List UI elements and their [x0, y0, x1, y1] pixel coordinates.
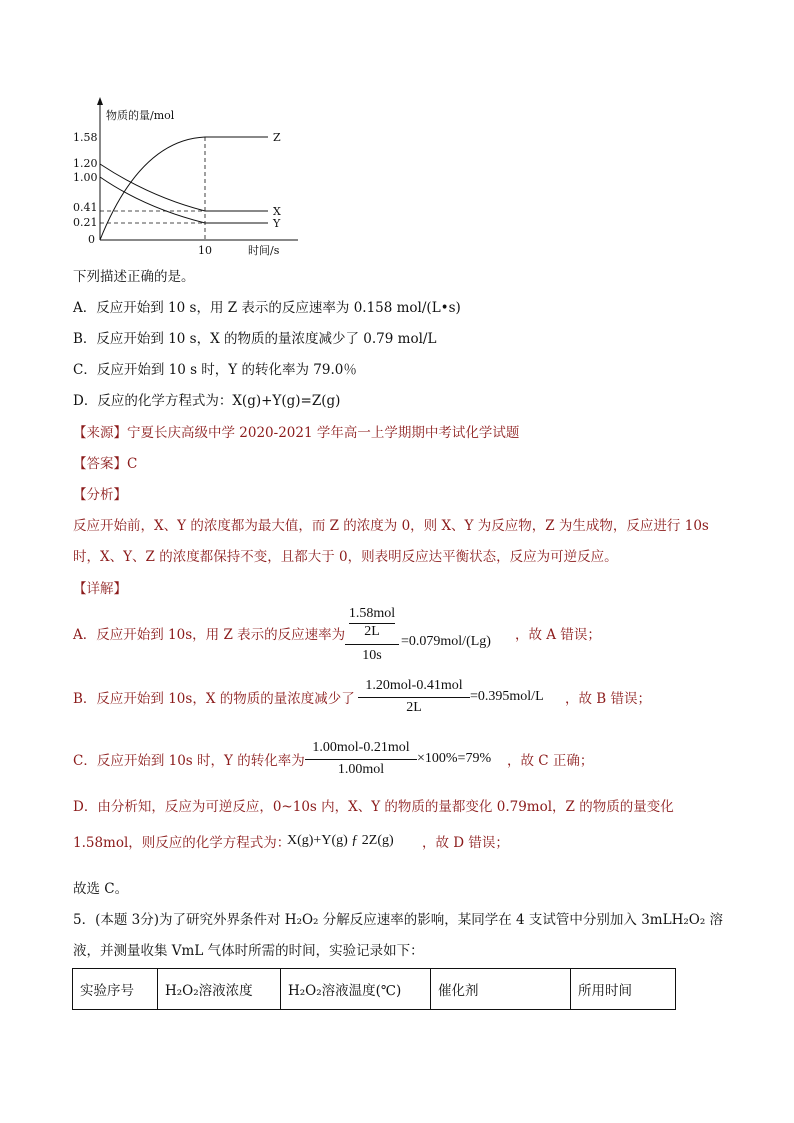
table-header-cell: 所用时间 [571, 969, 676, 1010]
ytick-0.21: 0.21 [73, 216, 98, 229]
detail-a-fraction [345, 606, 399, 641]
analysis-line-1: 反应开始前，X、Y 的浓度都为最大值，而 Z 的浓度为 0，则 X、Y 为反应物，Z 为生成物，反应进行 10s [73, 518, 709, 534]
detail-a-result: =0.079mol/(Lg) [401, 634, 491, 649]
y-axis-label: 物质的量/mol [106, 109, 175, 122]
series-label-y: Y [273, 217, 281, 230]
detail-c-suffix: ，故 C 正确； [507, 753, 594, 769]
x-axis-label: 时间/s [248, 244, 280, 257]
y-axis-arrow [97, 97, 103, 105]
detail-c-line [305, 759, 417, 760]
series-x-curve [100, 164, 268, 211]
question-stem: 下列描述正确的是。 [73, 269, 195, 285]
ytick-1.00: 1.00 [73, 171, 98, 184]
detail-a-bottom: 10s [362, 648, 382, 663]
detail-a-mid: 2L [364, 624, 380, 639]
detail-b-suffix: ，故 B 错误； [565, 691, 652, 707]
ytick-0: 0 [88, 233, 95, 246]
analysis-line-2: 时，X、Y、Z 的浓度都保持不变，且都大于 0，则表明反应达平衡状态，反应为可逆反应。 [73, 549, 618, 565]
detail-c-result: ×100%=79% [417, 751, 492, 766]
detail-d-line-2: 1.58mol，则反应的化学方程式为： [73, 835, 291, 851]
series-label-z: Z [273, 131, 281, 144]
xtick-10: 10 [198, 244, 212, 257]
detail-c-den: 1.00mol [337, 762, 385, 777]
detail-b-line [358, 697, 470, 698]
detail-b-num: 1.20mol-0.41mol [365, 678, 463, 693]
ytick-0.41: 0.41 [73, 201, 98, 214]
option-c: C．反应开始到 10 s 时，Y 的转化率为 79.0％ [73, 362, 357, 378]
detail-a-prefix: A．反应开始到 10s，用 Z 表示的反应速率为 [73, 627, 346, 643]
q5-line-2: 液，并测量收集 VmL 气体时所需的时间，实验记录如下： [73, 943, 424, 959]
option-d: D．反应的化学方程式为：X(g)+Y(g)=Z(g) [73, 393, 341, 409]
option-a: A．反应开始到 10 s，用 Z 表示的反应速率为 0.158 mol/(L•s) [73, 300, 461, 316]
detail-d-line-1: D．由分析知，反应为可逆反应，0~10s 内，X、Y 的物质的量都变化 0.79mol，Z 的物质的量变化 [73, 799, 674, 815]
ytick-1.58: 1.58 [73, 131, 98, 144]
detail-c-num: 1.00mol-0.21mol [312, 740, 410, 755]
q5-line-1: 5．(本题 3分)为了研究外界条件对 H₂O₂ 分解反应速率的影响，某同学在 4 支试管中分别加入 3mLH₂O₂ 溶 [73, 912, 724, 928]
table-header-cell: H₂O₂溶液浓度 [158, 969, 281, 1010]
series-label-x: X [273, 205, 281, 218]
table-header-row [73, 969, 676, 1010]
amount-time-chart [70, 95, 300, 260]
table-header-cell: 催化剂 [431, 969, 571, 1010]
table-header-cell: H₂O₂溶液温度(℃) [281, 969, 431, 1010]
detail-a-top: 1.58mol [348, 606, 396, 621]
analysis-heading: 【分析】 [73, 487, 127, 503]
detail-a-main-line [345, 644, 399, 645]
answer-line: 【答案】C [73, 456, 138, 472]
detail-b-prefix: B．反应开始到 10s，X 的物质的量浓度减少了 [73, 691, 355, 707]
detail-a-inner-line [349, 623, 395, 640]
detail-c-prefix: C．反应开始到 10s 时，Y 的转化率为 [73, 753, 305, 769]
detail-b-den: 2L [406, 700, 422, 715]
ytick-1.20: 1.20 [73, 157, 98, 170]
option-b: B．反应开始到 10 s，X 的物质的量浓度减少了 0.79 mol/L [73, 331, 437, 347]
series-z-curve [100, 137, 268, 240]
detail-a-suffix: ，故 A 错误； [515, 627, 601, 643]
detail-d-suffix: ，故 D 错误； [422, 835, 509, 851]
detail-d-equation: X(g)+Y(g) ƒ 2Z(g) [287, 833, 394, 848]
conclusion: 故选 C。 [73, 881, 129, 897]
table-header-cell: 实验序号 [73, 969, 158, 1010]
experiment-table [72, 968, 676, 1010]
detail-heading: 【详解】 [73, 581, 127, 597]
source-line: 【来源】宁夏长庆高级中学 2020-2021 学年高一上学期期中考试化学试题 [73, 425, 520, 441]
series-y-curve [100, 177, 268, 223]
detail-b-result: =0.395mol/L [470, 689, 544, 704]
